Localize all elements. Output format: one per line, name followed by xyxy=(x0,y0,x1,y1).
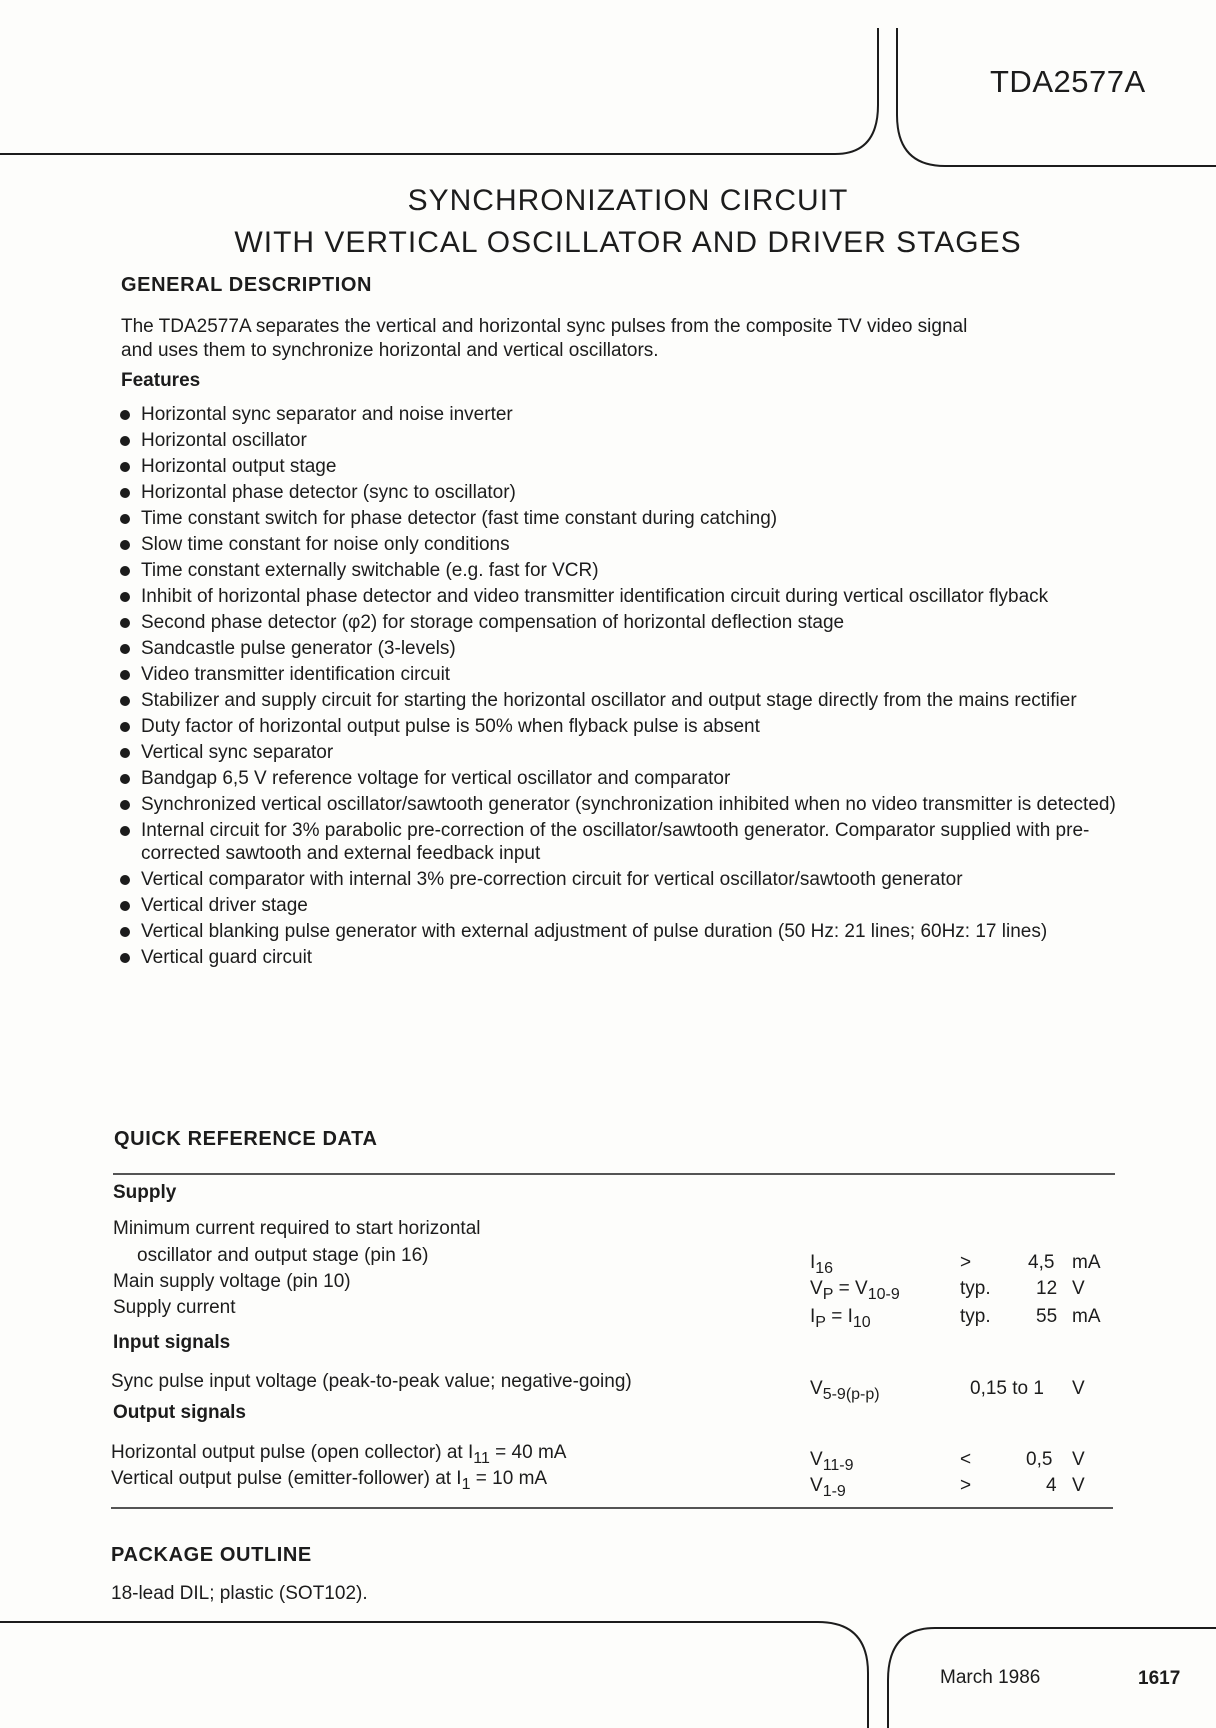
supply-row2-condition: typ. xyxy=(960,1278,991,1299)
features-heading: Features xyxy=(121,370,201,391)
output-row1-symbol: $V_{11-9}$ xyxy=(810,1449,854,1474)
bullet-icon xyxy=(120,514,130,524)
output-row1-condition: < xyxy=(960,1449,972,1470)
feature-text: Video transmitter identification circuit xyxy=(141,664,451,685)
feature-item xyxy=(113,533,1123,556)
feature-text: Vertical comparator with internal 3% pre-correction circuit for vertical oscillator/sawtooth generator xyxy=(141,869,963,891)
feature-item xyxy=(113,715,1123,738)
feature-item xyxy=(113,793,1123,816)
input-row1-symbol: $V_{5-9(p-p)}$ xyxy=(810,1378,880,1403)
input-row1-value: 0,15 to 1 xyxy=(970,1378,1044,1399)
feature-text: Stabilizer and supply circuit for starting the horizontal oscillator and output stage directly from the mains rectifier xyxy=(141,690,1077,711)
feature-text: Bandgap 6,5 V reference voltage for vertical oscillator and comparator xyxy=(141,768,731,789)
bullet-icon xyxy=(120,927,130,937)
bullet-icon xyxy=(120,953,130,963)
bullet-icon xyxy=(120,540,130,550)
quick-reference-heading: QUICK REFERENCE DATA xyxy=(114,1128,378,1150)
supply-row1-value: 4,5 xyxy=(1028,1252,1055,1273)
feature-text: Vertical driver stage xyxy=(141,895,308,917)
feature-text: Time constant switch for phase detector (fast time constant during catching) xyxy=(141,508,778,529)
input-row1-unit: V xyxy=(1072,1378,1085,1399)
feature-item xyxy=(113,894,1123,917)
feature-item xyxy=(113,429,1123,452)
bullet-icon xyxy=(120,592,130,602)
page-number: 1617 xyxy=(1138,1668,1181,1689)
feature-item xyxy=(113,741,1123,764)
bullet-icon xyxy=(120,566,130,576)
output-row2-value: 4 xyxy=(1046,1475,1057,1496)
feature-item xyxy=(113,868,1123,891)
bullet-icon xyxy=(120,462,130,472)
output-row1-unit: V xyxy=(1072,1449,1085,1470)
supply-row1-unit: mA xyxy=(1072,1252,1101,1273)
bullet-icon xyxy=(120,748,130,758)
feature-text: Second phase detector (φ2) for storage compensation of horizontal deflection stage xyxy=(141,612,845,633)
feature-item xyxy=(113,920,1123,943)
features-list xyxy=(113,403,1123,972)
supply-row3-symbol: $I_P = I_{10}$ xyxy=(810,1306,871,1331)
feature-item xyxy=(113,819,1123,866)
bullet-icon xyxy=(120,410,130,420)
feature-item xyxy=(113,585,1123,608)
output-row1-desc: Horizontal output pulse (open collector) at $I_{11} = 40$ mA xyxy=(111,1442,567,1467)
feature-item xyxy=(113,637,1123,660)
bullet-icon xyxy=(120,436,130,446)
bullet-icon xyxy=(120,875,130,885)
supply-row1-desc1: Minimum current required to start horizontal xyxy=(113,1218,481,1239)
input-row1-desc: Sync pulse input voltage (peak-to-peak value; negative-going) xyxy=(111,1371,632,1392)
bullet-icon xyxy=(120,670,130,680)
bullet-icon xyxy=(120,488,130,498)
package-outline-text: 18-lead DIL; plastic (SOT102). xyxy=(111,1583,368,1604)
bullet-icon xyxy=(120,774,130,784)
feature-item xyxy=(113,481,1123,504)
input-signals-heading: Input signals xyxy=(113,1332,231,1353)
supply-row2-value: 12 xyxy=(1036,1278,1058,1299)
supply-row1-condition: > xyxy=(960,1252,972,1273)
bullet-icon xyxy=(120,644,130,654)
supply-row2-desc: Main supply voltage (pin 10) xyxy=(113,1271,351,1292)
supply-row1-symbol: $I_{16}$ xyxy=(810,1252,834,1277)
package-outline-heading: PACKAGE OUTLINE xyxy=(111,1544,312,1566)
feature-item xyxy=(113,455,1123,478)
bullet-icon xyxy=(120,722,130,732)
feature-text: Horizontal sync separator and noise inverter xyxy=(141,404,513,425)
bullet-icon xyxy=(120,800,130,810)
feature-item xyxy=(113,767,1123,790)
general-description-line2: and uses them to synchronize horizontal and vertical oscillators. xyxy=(121,340,659,361)
supply-heading: Supply xyxy=(113,1182,177,1203)
bullet-icon xyxy=(120,696,130,706)
feature-text: Vertical blanking pulse generator with external adjustment of pulse duration (50 Hz: 21 lines; 60Hz: 17 lines) xyxy=(141,921,1048,943)
output-row2-symbol: $V_{1-9}$ xyxy=(810,1475,846,1500)
footer-date: March 1986 xyxy=(940,1667,1041,1688)
feature-text: Duty factor of horizontal output pulse is 50% when flyback pulse is absent xyxy=(141,716,760,737)
page-title-line1: SYNCHRONIZATION CIRCUIT xyxy=(407,184,849,217)
supply-row1-desc2: oscillator and output stage (pin 16) xyxy=(137,1245,429,1266)
feature-text: Horizontal phase detector (sync to oscillator) xyxy=(141,482,516,503)
bullet-icon xyxy=(120,826,130,836)
feature-text: Sandcastle pulse generator (3-levels) xyxy=(141,638,456,659)
output-row2-unit: V xyxy=(1072,1475,1085,1496)
feature-text: Synchronized vertical oscillator/sawtooth generator (synchronization inhibited when no video transmitter is detected) xyxy=(141,794,1116,815)
feature-text: Vertical sync separator xyxy=(141,742,334,763)
bullet-icon xyxy=(120,901,130,911)
feature-text: Internal circuit for 3% parabolic pre-correction of the oscillator/sawtooth generator. Comparator supplied with pre-corrected sawtooth and external feedback input xyxy=(141,820,1090,865)
supply-row2-unit: V xyxy=(1072,1278,1085,1299)
page-title-line2: WITH VERTICAL OSCILLATOR AND DRIVER STAGES xyxy=(234,226,1022,259)
supply-row3-unit: mA xyxy=(1072,1306,1101,1327)
feature-item xyxy=(113,689,1123,712)
output-row2-condition: > xyxy=(960,1475,972,1496)
feature-item xyxy=(113,663,1123,686)
feature-item xyxy=(113,507,1123,530)
bullet-icon xyxy=(120,618,130,628)
feature-text: Horizontal output stage xyxy=(141,456,337,477)
output-row2-desc: Vertical output pulse (emitter-follower) at $I_1 = 10$ mA xyxy=(111,1468,548,1493)
supply-row3-value: 55 xyxy=(1036,1306,1058,1327)
feature-item xyxy=(113,611,1123,634)
supply-row3-desc: Supply current xyxy=(113,1297,236,1318)
feature-item xyxy=(113,559,1123,582)
feature-item xyxy=(113,946,1123,969)
feature-item xyxy=(113,403,1123,426)
general-description-heading: GENERAL DESCRIPTION xyxy=(121,274,373,296)
output-signals-heading: Output signals xyxy=(113,1402,246,1423)
feature-text: Inhibit of horizontal phase detector and video transmitter identification circuit during vertical oscillator flyback xyxy=(141,586,1049,607)
supply-row2-symbol: $V_P = V_{10-9}$ xyxy=(810,1278,900,1303)
feature-text: Slow time constant for noise only conditions xyxy=(141,534,510,555)
feature-text: Time constant externally switchable (e.g. fast for VCR) xyxy=(141,560,599,581)
feature-text: Horizontal oscillator xyxy=(141,430,307,451)
output-row1-value: 0,5 xyxy=(1026,1449,1053,1470)
supply-row3-condition: typ. xyxy=(960,1306,991,1327)
part-number: TDA2577A xyxy=(990,64,1146,99)
feature-text: Vertical guard circuit xyxy=(141,947,313,969)
general-description-line1: The TDA2577A separates the vertical and horizontal sync pulses from the composite TV video signal xyxy=(121,316,968,337)
